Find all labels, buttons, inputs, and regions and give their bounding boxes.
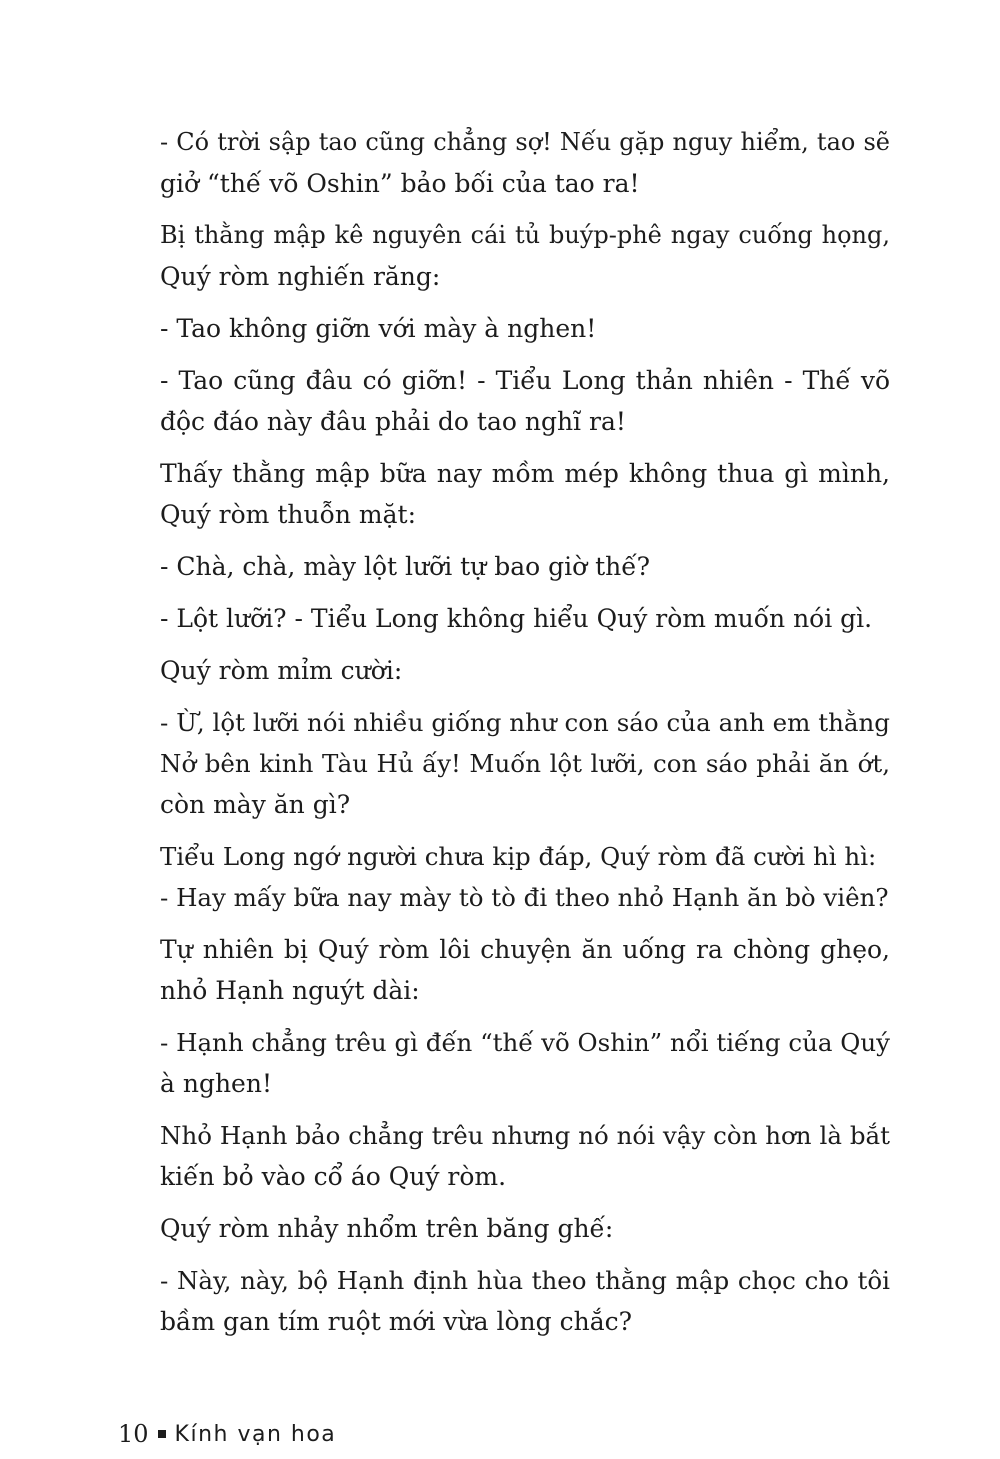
text-line: Quý ròm thuỗn mặt: bbox=[160, 500, 416, 529]
text-line: - Tao không giỡn với mày à nghen! bbox=[160, 314, 597, 343]
bullet-separator-icon bbox=[158, 1430, 166, 1438]
text-line: kiến bỏ vào cổ áo Quý ròm. bbox=[160, 1162, 507, 1191]
page-number: 10 bbox=[118, 1420, 149, 1448]
text-line: à nghen! bbox=[160, 1069, 272, 1098]
text-line: - Có trời sập tao cũng chẳng sợ! Nếu gặp nguy hiểm, tao sẽ bbox=[160, 128, 890, 156]
text-line: - Chà, chà, mày lột lưỡi tự bao giờ thế? bbox=[160, 552, 651, 581]
text-line: - Ừ, lột lưỡi nói nhiều giống như con sáo của anh em thằng bbox=[160, 708, 890, 737]
text-line: Thấy thằng mập bữa nay mồm mép không thua gì mình, bbox=[160, 459, 890, 488]
text-line: giở “thế võ Oshin” bảo bối của tao ra! bbox=[160, 169, 640, 198]
text-line: - Tao cũng đâu có giỡn! - Tiểu Long thản nhiên - Thế võ bbox=[160, 366, 890, 395]
text-line: - Hạnh chẳng trêu gì đến “thế võ Oshin” nổi tiếng của Quý bbox=[160, 1028, 890, 1057]
text-line: nhỏ Hạnh nguýt dài: bbox=[160, 976, 420, 1005]
story-text bbox=[160, 122, 890, 1342]
text-line: Nở bên kinh Tàu Hủ ấy! Muốn lột lưỡi, con sáo phải ăn ớt, bbox=[160, 749, 890, 778]
text-line: Nhỏ Hạnh bảo chẳng trêu nhưng nó nói vậy còn hơn là bắt bbox=[160, 1121, 890, 1150]
page-footer bbox=[118, 1420, 336, 1448]
book-title: Kính vạn hoa bbox=[174, 1421, 337, 1447]
text-line: Quý ròm nhảy nhổm trên băng ghế: bbox=[160, 1214, 614, 1243]
text-line: Quý ròm nghiến răng: bbox=[160, 262, 441, 291]
text-line: bầm gan tím ruột mới vừa lòng chắc? bbox=[160, 1307, 633, 1336]
text-line: - Hay mấy bữa nay mày tò tò đi theo nhỏ Hạnh ăn bò viên? bbox=[160, 883, 889, 912]
text-line: - Lột lưỡi? - Tiểu Long không hiểu Quý ròm muốn nói gì. bbox=[160, 604, 873, 633]
text-line: Quý ròm mỉm cười: bbox=[160, 656, 403, 685]
text-line: Bị thằng mập kê nguyên cái tủ buýp-phê ngay cuống họng, bbox=[160, 221, 890, 249]
text-line: còn mày ăn gì? bbox=[160, 790, 351, 819]
text-line: - Này, này, bộ Hạnh định hùa theo thằng mập chọc cho tôi bbox=[160, 1266, 890, 1295]
text-line: độc đáo này đâu phải do tao nghĩ ra! bbox=[160, 407, 626, 436]
text-line: Tiểu Long ngớ người chưa kịp đáp, Quý ròm đã cười hì hì: bbox=[160, 842, 877, 871]
text-line: Tự nhiên bị Quý ròm lôi chuyện ăn uống ra chòng ghẹo, bbox=[160, 935, 890, 964]
